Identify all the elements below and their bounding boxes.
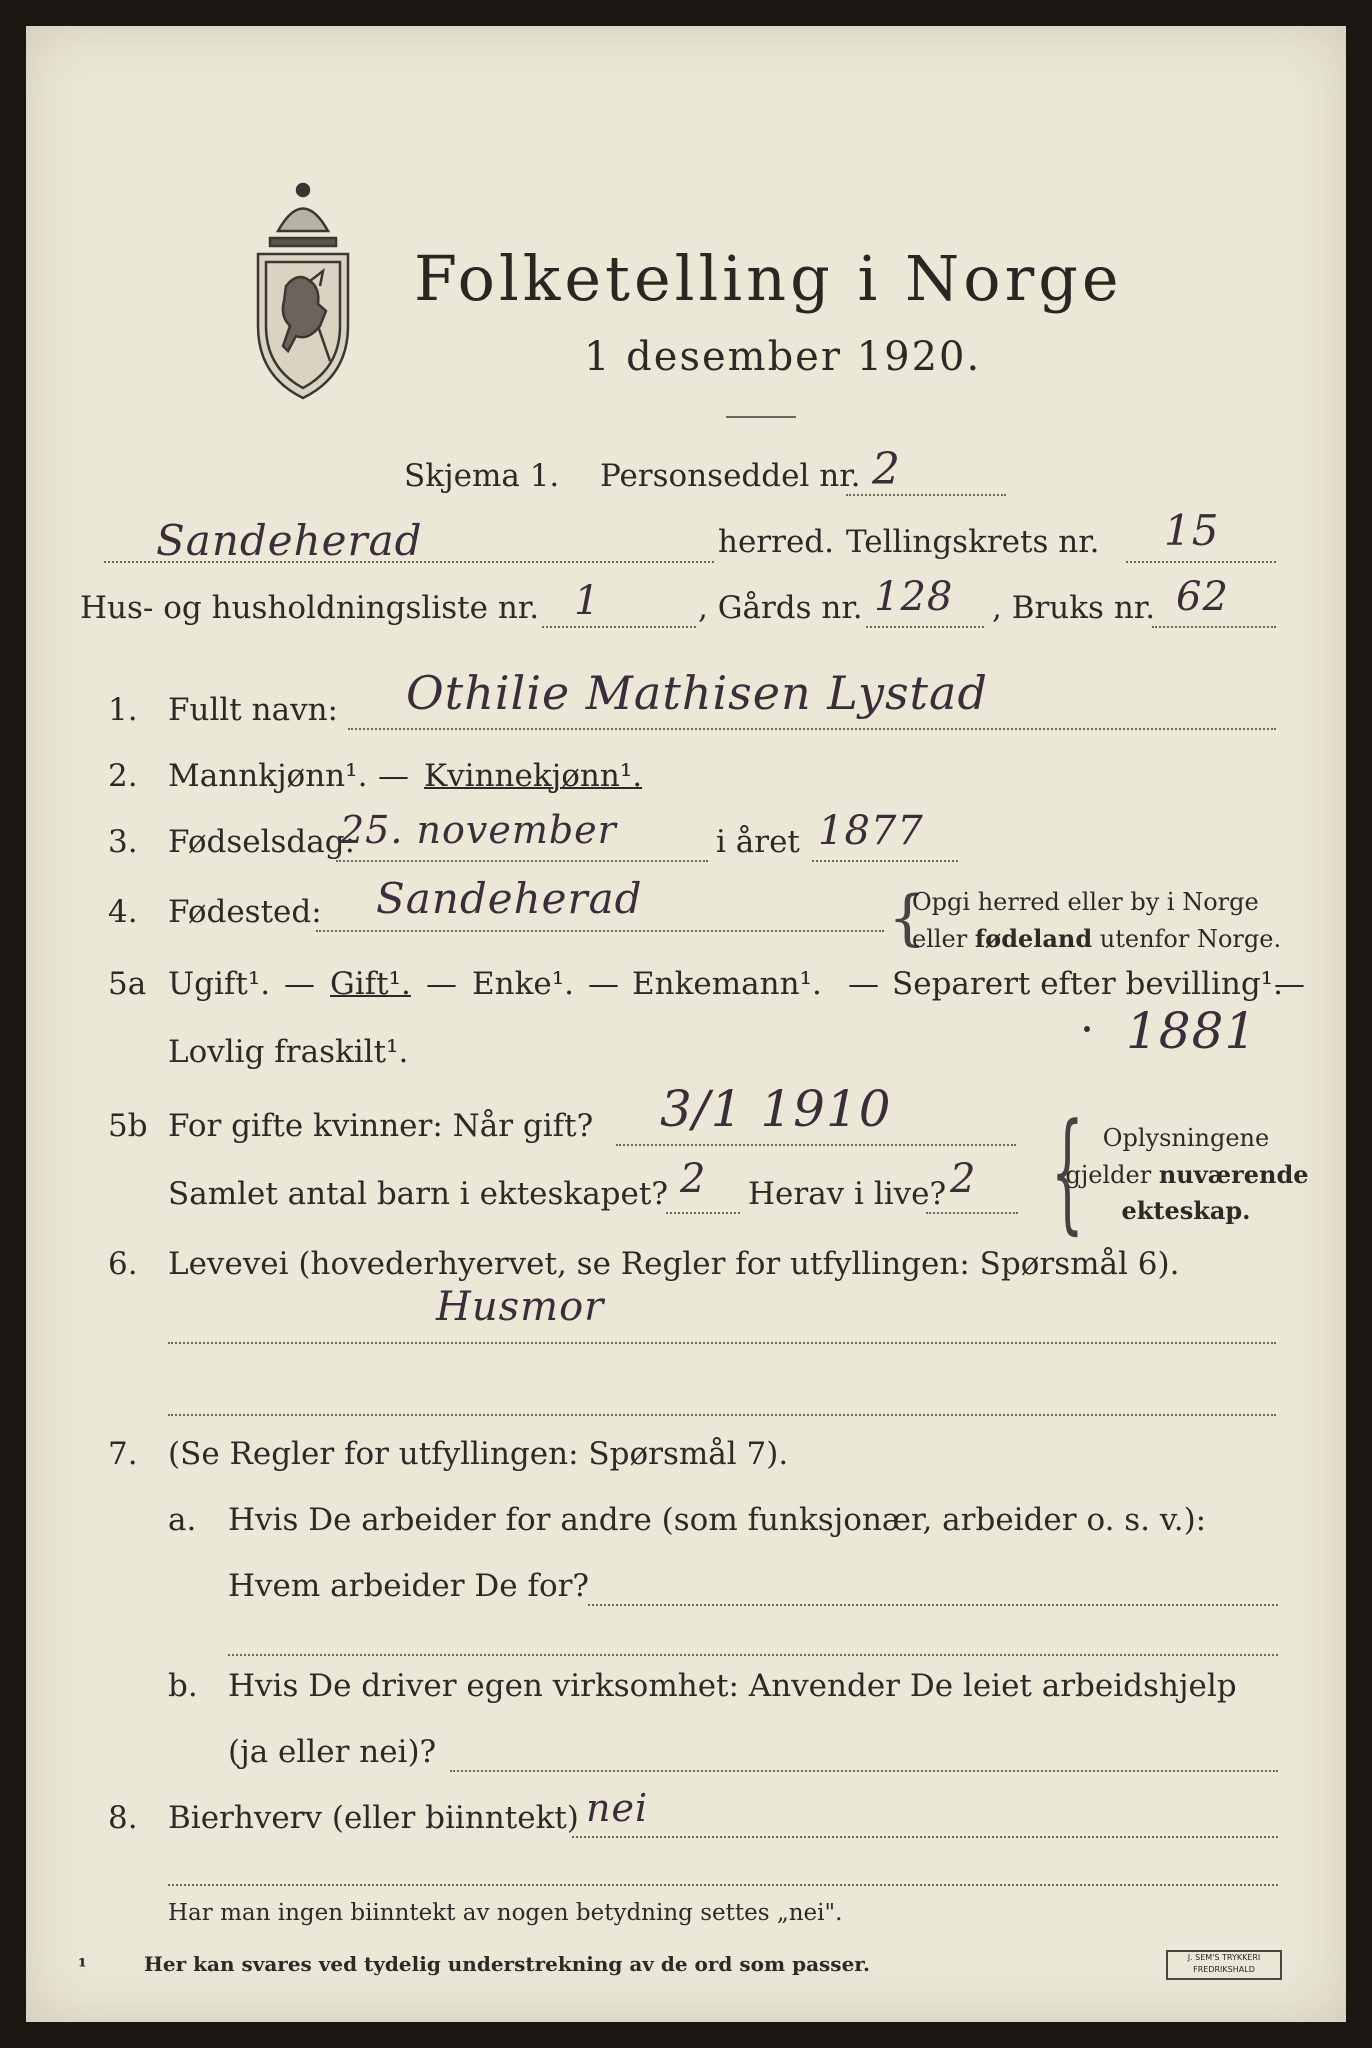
- year-label: i året: [716, 824, 800, 860]
- printer-line1: J. SEM'S TRYKKERI: [1187, 1953, 1261, 1962]
- bruks-field-line: [1152, 626, 1276, 628]
- printer-stamp: [1166, 1950, 1282, 1980]
- children-field-line: [666, 1212, 740, 1214]
- q7-number: 7.: [108, 1436, 138, 1472]
- bruks-value[interactable]: 62: [1176, 574, 1229, 620]
- q7a-line2: Hvem arbeider De for?: [228, 1568, 590, 1604]
- personseddel-value[interactable]: 2: [872, 444, 901, 495]
- q2-number: 2.: [108, 758, 138, 794]
- q5b-note-line2: gjelder nuværende: [1065, 1160, 1309, 1189]
- tellingskrets-label: Tellingskrets nr.: [846, 524, 1100, 560]
- side-income-field-line-2: [168, 1884, 1278, 1886]
- side-income-value[interactable]: nei: [586, 1786, 649, 1830]
- enke-option[interactable]: Enke¹.: [472, 966, 575, 1002]
- female-option[interactable]: Kvinnekjønn¹.: [424, 758, 643, 794]
- q6-label: Levevei (hovederhyervet, se Regler for utfyllingen: Spørsmål 6).: [168, 1246, 1180, 1282]
- q8-number: 8.: [108, 1800, 138, 1836]
- q5a-dash-4: —: [848, 966, 879, 1002]
- q7-label: (Se Regler for utfyllingen: Spørsmål 7).: [168, 1436, 789, 1472]
- personseddel-label: Personseddel nr.: [600, 458, 861, 494]
- q3-number: 3.: [108, 824, 138, 860]
- side-income-field-line: [572, 1836, 1278, 1838]
- q1-label: Fullt navn:: [168, 692, 338, 728]
- personseddel-field-line: [846, 494, 1006, 496]
- q4-number: 4.: [108, 894, 138, 930]
- q5a-dash-5: —: [1274, 966, 1305, 1002]
- male-option[interactable]: Mannkjønn¹.: [168, 758, 368, 794]
- bruks-label: , Bruks nr.: [992, 590, 1156, 626]
- employer-field-line[interactable]: [588, 1604, 1278, 1606]
- q3-field-line: [336, 860, 708, 862]
- q4-note-brace: {: [888, 883, 927, 953]
- margin-annotation: 1881: [1126, 1002, 1258, 1060]
- employer-field-line-2[interactable]: [228, 1654, 1278, 1656]
- q4-label: Fødested:: [168, 894, 322, 930]
- title-divider: [726, 416, 796, 418]
- q1-number: 1.: [108, 692, 138, 728]
- schema-label: Skjema 1.: [404, 458, 560, 494]
- q4-note-line2: eller fødeland utenfor Norge.: [912, 924, 1282, 953]
- margin-dot: [1084, 1026, 1090, 1032]
- gards-value[interactable]: 128: [874, 574, 954, 620]
- q5b-note-brace: {: [1050, 1095, 1084, 1247]
- year-field-line: [812, 860, 958, 862]
- alive-field-line: [926, 1212, 1018, 1214]
- q7b-line2: (ja eller nei)?: [228, 1734, 437, 1770]
- footnote-text: Her kan svares ved tydelig understrekning av de ord som passer.: [144, 1952, 870, 1976]
- full-name-value[interactable]: Othilie Mathisen Lystad: [406, 666, 988, 720]
- ugift-option[interactable]: Ugift¹.: [168, 966, 271, 1002]
- alive-value[interactable]: 2: [950, 1156, 977, 1202]
- q7b-line1: Hvis De driver egen virksomhet: Anvender De leiet arbeidshjelp: [228, 1668, 1237, 1704]
- q2-dash: —: [378, 758, 409, 794]
- children-label: Samlet antal barn i ekteskapet?: [168, 1176, 668, 1212]
- q7b-number: b.: [168, 1668, 198, 1704]
- q7a-line1: Hvis De arbeider for andre (som funksjonær, arbeider o. s. v.):: [228, 1502, 1207, 1538]
- form-title: Folketelling i Norge: [414, 242, 1123, 315]
- tellingskrets-value[interactable]: 15: [1164, 506, 1220, 555]
- q5a-dash-3: —: [588, 966, 619, 1002]
- q8-label: Bierhverv (eller biinntekt): [168, 1800, 579, 1836]
- husliste-value[interactable]: 1: [574, 578, 601, 624]
- q4-field-line: [316, 930, 884, 932]
- q5a-number: 5a: [108, 966, 147, 1002]
- q5a-dash-2: —: [426, 966, 457, 1002]
- lovlig-fraskilt-option[interactable]: Lovlig fraskilt¹.: [168, 1034, 409, 1070]
- gards-field-line: [866, 626, 984, 628]
- husliste-label: Hus- og husholdningsliste nr.: [80, 590, 540, 626]
- birthplace-value[interactable]: Sandeherad: [376, 874, 643, 923]
- q7a-number: a.: [168, 1502, 197, 1538]
- q6-number: 6.: [108, 1246, 138, 1282]
- alive-label: Herav i live?: [748, 1176, 947, 1212]
- form-date: 1 desember 1920.: [584, 334, 982, 380]
- tellingskrets-field-line: [1126, 561, 1276, 563]
- husliste-field-line: [542, 626, 696, 628]
- q1-field-line: [348, 728, 1276, 730]
- census-form-sheet: [26, 26, 1346, 2022]
- q5b-label: For gifte kvinner: Når gift?: [168, 1108, 594, 1144]
- married-date-field-line: [616, 1144, 1016, 1146]
- herred-value[interactable]: Sandeherad: [156, 516, 423, 565]
- herred-label: herred.: [718, 524, 834, 560]
- hired-help-field-line[interactable]: [450, 1770, 1278, 1772]
- printer-line2: FREDRIKSHALD: [1193, 1965, 1255, 1974]
- separert-option[interactable]: Separert efter bevilling¹.: [892, 966, 1283, 1002]
- q5a-dash-1: —: [284, 966, 315, 1002]
- occupation-field-line-2: [168, 1414, 1276, 1416]
- footer-note: Har man ingen biinntekt av nogen betydning settes „nei".: [168, 1900, 843, 1926]
- birth-year-value[interactable]: 1877: [818, 808, 924, 854]
- birthday-value[interactable]: 25. november: [340, 808, 617, 852]
- norway-coat-of-arms-icon: [248, 176, 358, 401]
- gift-option[interactable]: Gift¹.: [330, 966, 411, 1002]
- q4-note-line1: Opgi herred eller by i Norge: [912, 888, 1259, 916]
- q3-label: Fødselsdag:: [168, 824, 356, 860]
- occupation-value[interactable]: Husmor: [436, 1284, 605, 1330]
- q5b-note-line1: Oplysningene: [1102, 1124, 1270, 1152]
- children-value[interactable]: 2: [680, 1156, 707, 1202]
- footnote-mark: ¹: [78, 1954, 87, 1978]
- q5b-note-line3: ekteskap.: [1121, 1196, 1251, 1225]
- married-date-value[interactable]: 3/1 1910: [660, 1080, 892, 1138]
- gards-label: , Gårds nr.: [698, 590, 863, 626]
- q5b-number: 5b: [108, 1108, 148, 1144]
- occupation-field-line-1: [168, 1342, 1276, 1344]
- enkemann-option[interactable]: Enkemann¹.: [632, 966, 822, 1002]
